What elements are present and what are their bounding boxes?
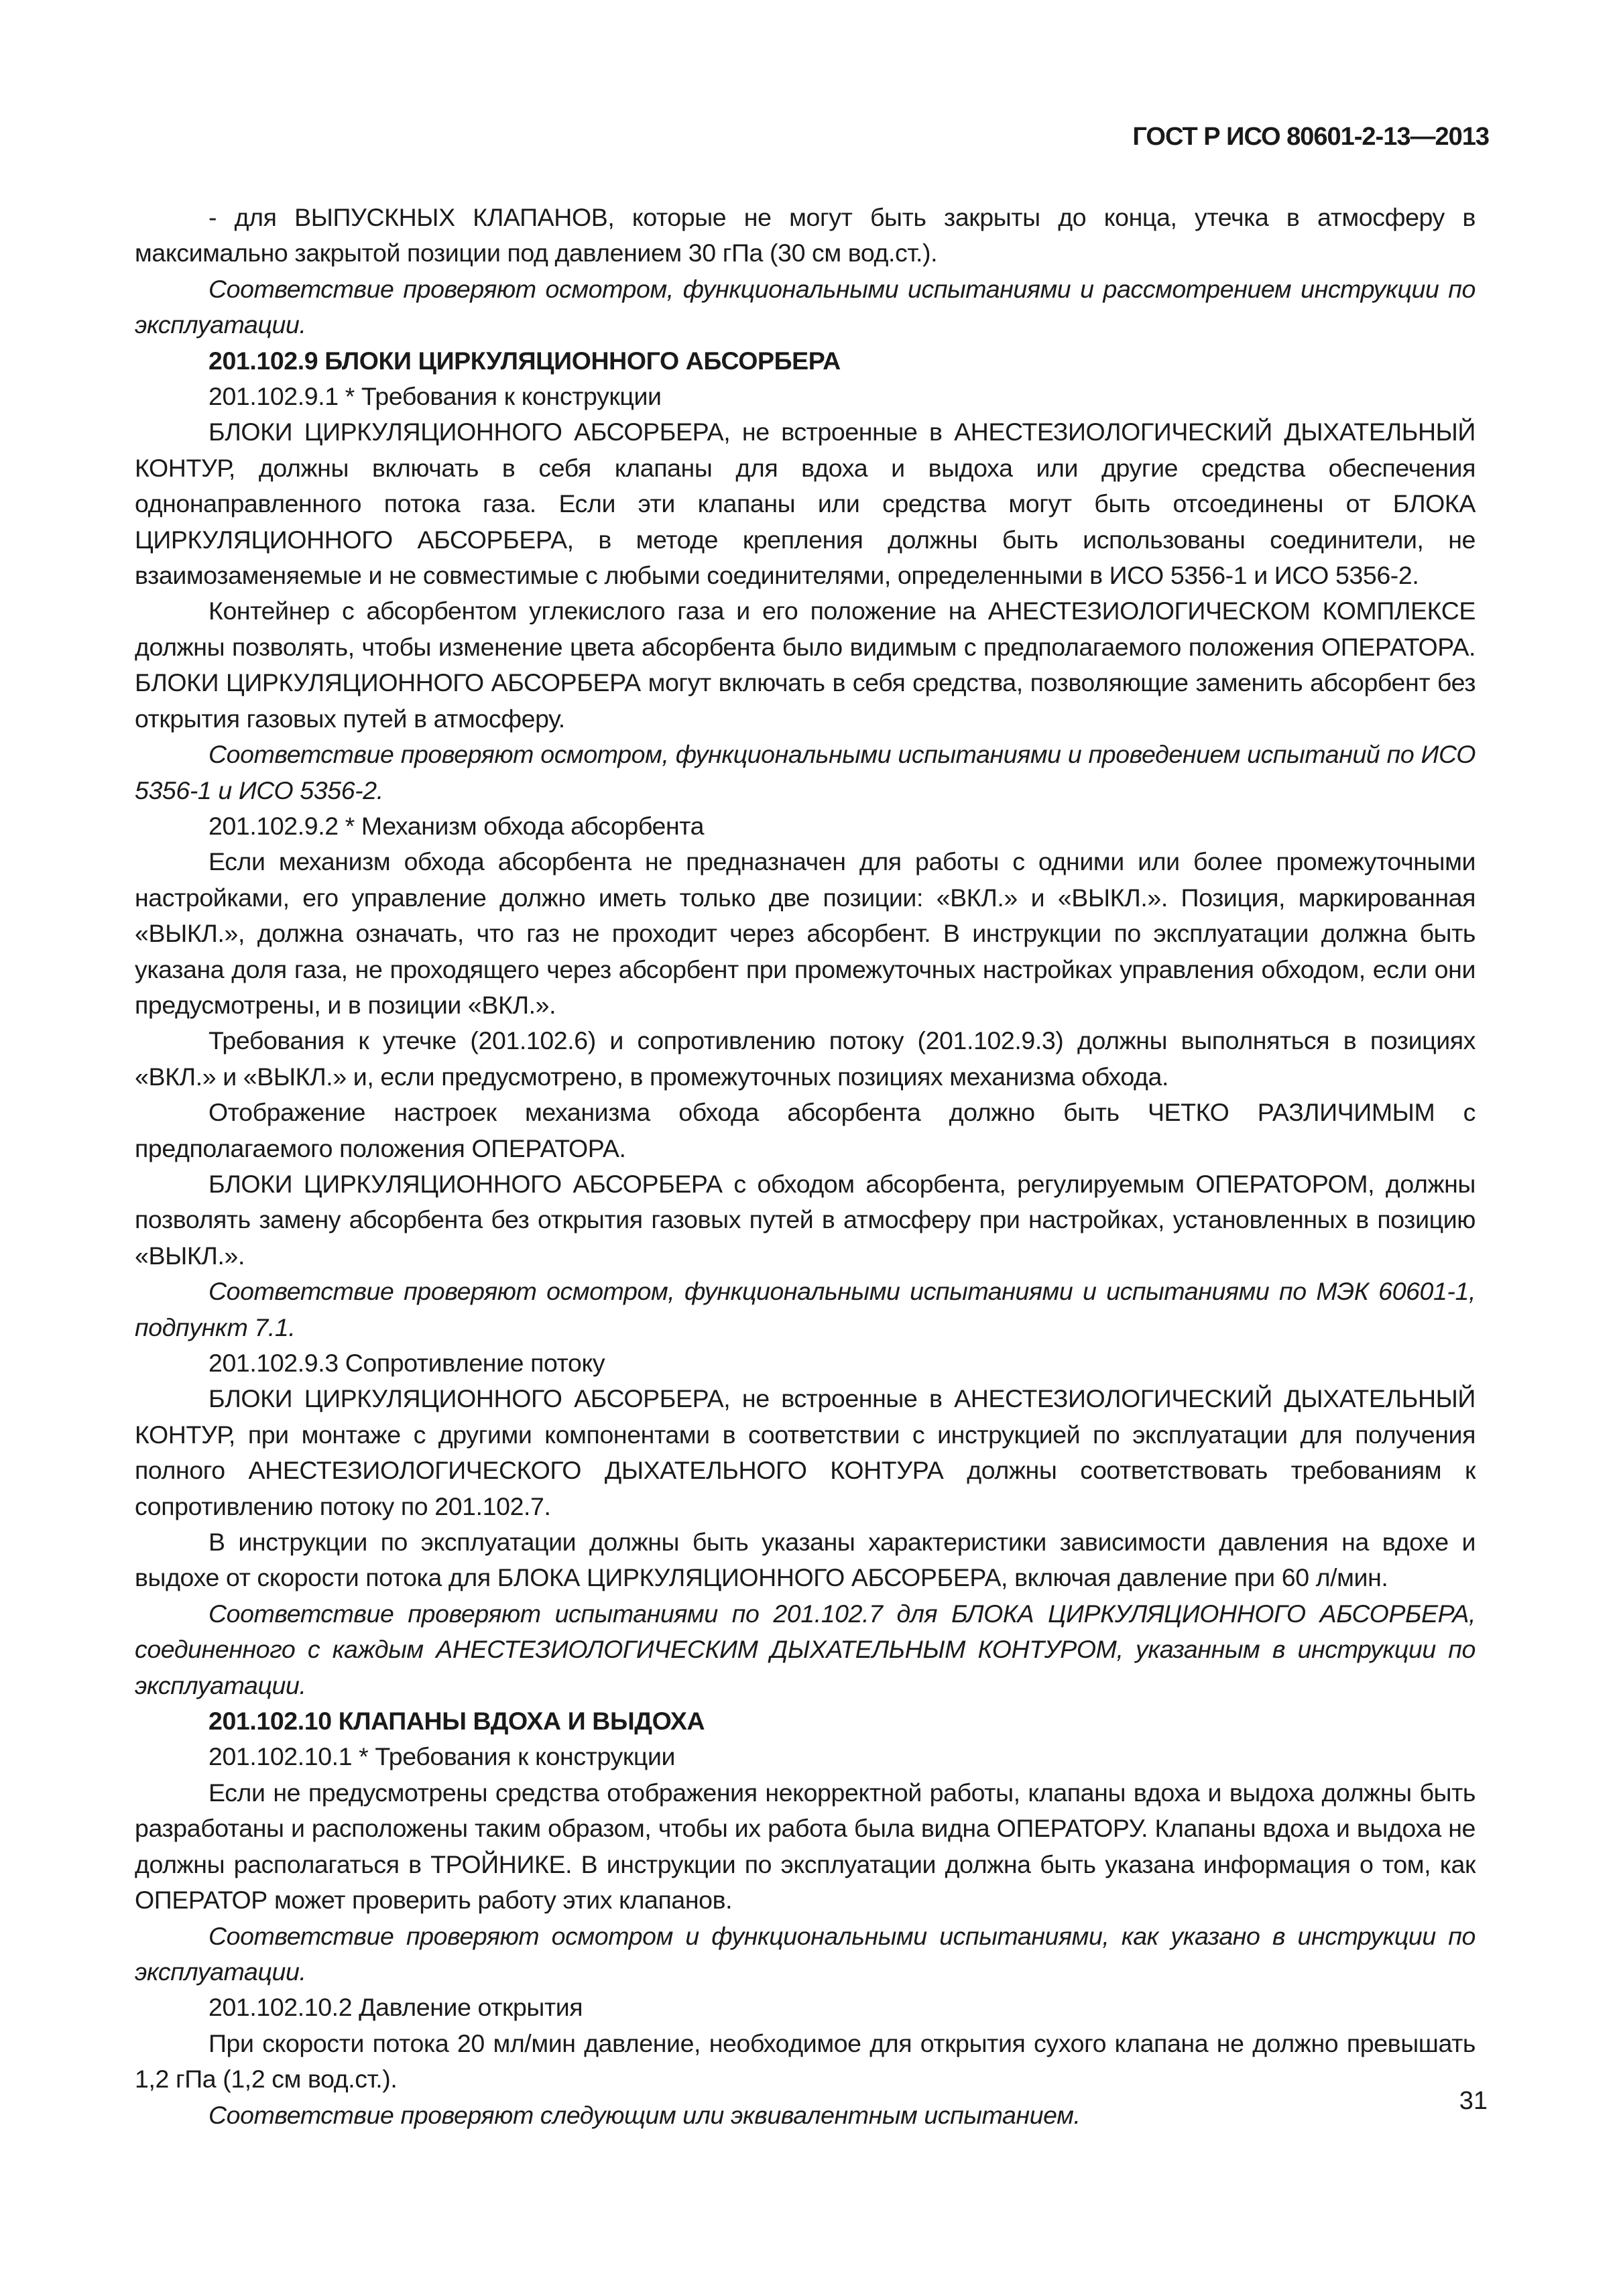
compliance-note: Соответствие проверяют осмотром, функциональными испытаниями и проведением испытаний по ИСО 5356-1 и ИСО 5356-2. [135,740,1476,804]
subsection-title: 201.102.10.1 * Требования к конструкции [208,1742,676,1771]
compliance-note: Соответствие проверяют осмотром, функциональными испытаниями и рассмотрением инструкции по эксплуатации. [135,274,1476,339]
page-number: 31 [1459,2087,1488,2115]
paragraph: Контейнер с абсорбентом углекислого газа и его положение на АНЕСТЕЗИОЛОГИЧЕСКОМ КОМПЛЕКСЕ должны позволять, чтобы изменение цвета абсорбента было видимым с предполагаемого положения ОПЕРАТОРА. БЛОКИ ЦИРКУЛЯЦИОННОГО АБСОРБЕРА могут включать в себя средства, позволяющие заменить абсорбент без открытия газовых путей в атмосферу. [135,597,1476,733]
compliance-note: Соответствие проверяют следующим или эквивалентным испытанием. [208,2100,1081,2129]
paragraph-exhaust-valves-leak: - для ВЫПУСКНЫХ КЛАПАНОВ, которые не могут быть закрыты до конца, утечка в атмосферу в максимально закрытой позиции под давлением 30 гПа (30 см вод.ст.). [135,203,1476,267]
subsection-title: 201.102.10.2 Давление открытия [208,1993,583,2022]
compliance-note: Соответствие проверяют осмотром, функциональными испытаниями и испытаниями по МЭК 60601-1, подпункт 7.1. [135,1277,1476,1341]
paragraph: Если механизм обхода абсорбента не предназначен для работы с одними или более промежуточными настройками, его управление должно иметь только две позиции: «ВКЛ.» и «ВЫКЛ.». Позиция, маркированная «ВЫКЛ.», должна означать, что газ не проходит через абсорбент. В инструкции по эксплуатации должна быть указана доля газа, не проходящего через абсорбент при промежуточных настройках управления обходом, если они предусмотрены, и в позиции «ВКЛ.». [135,847,1476,1019]
document-body [135,200,1476,2133]
subsection-title: 201.102.9.2 * Механизм обхода абсорбента [208,811,705,840]
paragraph: В инструкции по эксплуатации должны быть указаны характеристики зависимости давления на вдохе и выдохе от скорости потока для БЛОКА ЦИРКУЛЯЦИОННОГО АБСОРБЕРА, включая давление при 60 л/мин. [135,1528,1476,1592]
subsection-title: 201.102.9.3 Сопротивление потоку [208,1349,605,1377]
section-heading: 201.102.10 КЛАПАНЫ ВДОХА И ВЫДОХА [208,1707,705,1736]
paragraph: БЛОКИ ЦИРКУЛЯЦИОННОГО АБСОРБЕРА, не встроенные в АНЕСТЕЗИОЛОГИЧЕСКИЙ ДЫХАТЕЛЬНЫЙ КОНТУР, должны включать в себя клапаны для вдоха и выдоха или другие средства обеспечения однонаправленного потока газа. Если эти клапаны или средства могут быть отсоединены от БЛОКА ЦИРКУЛЯЦИОННОГО АБСОРБЕРА, в методе крепления должны быть использованы соединители, не взаимозаменяемые и не совместимые с любыми соединителями, определенными в ИСО 5356-1 и ИСО 5356-2. [135,418,1476,590]
compliance-note: Соответствие проверяют осмотром и функциональными испытаниями, как указано в инструкции по эксплуатации. [135,1921,1476,1986]
compliance-note: Соответствие проверяют испытаниями по 201.102.7 для БЛОКА ЦИРКУЛЯЦИОННОГО АБСОРБЕРА, соединенного с каждым АНЕСТЕЗИОЛОГИЧЕСКИМ ДЫХАТЕЛЬНЫМ КОНТУРОМ, указанным в инструкции по эксплуатации. [135,1599,1476,1699]
paragraph: При скорости потока 20 мл/мин давление, необходимое для открытия сухого клапана не должно превышать 1,2 гПа (1,2 см вод.ст.). [135,2029,1476,2094]
standard-designation: ГОСТ Р ИСО 80601-2-13—2013 [1132,123,1489,151]
subsection-title: 201.102.9.1 * Требования к конструкции [208,382,662,411]
paragraph: БЛОКИ ЦИРКУЛЯЦИОННОГО АБСОРБЕРА, не встроенные в АНЕСТЕЗИОЛОГИЧЕСКИЙ ДЫХАТЕЛЬНЫЙ КОНТУР, при монтаже с другими компонентами в соответствии с инструкцией по эксплуатации для получения полного АНЕСТЕЗИОЛОГИЧЕСКОГО ДЫХАТЕЛЬНОГО КОНТУРА должны соответствовать требованиям к сопротивлению потоку по 201.102.7. [135,1384,1476,1520]
paragraph: БЛОКИ ЦИРКУЛЯЦИОННОГО АБСОРБЕРА с обходом абсорбента, регулируемым ОПЕРАТОРОМ, должны позволять замену абсорбента без открытия газовых путей в атмосферу при настройках, установленных в позицию «ВЫКЛ.». [135,1169,1476,1270]
paragraph: Если не предусмотрены средства отображения некорректной работы, клапаны вдоха и выдоха должны быть разработаны и расположены таким образом, чтобы их работа была видна ОПЕРАТОРУ. Клапаны вдоха и выдоха не должны располагаться в ТРОЙНИКЕ. В инструкции по эксплуатации должна быть указана информация о том, как ОПЕРАТОР может проверить работу этих клапанов. [135,1778,1476,1915]
paragraph: Отображение настроек механизма обхода абсорбента должно быть ЧЕТКО РАЗЛИЧИМЫМ с предполагаемого положения ОПЕРАТОРА. [135,1098,1476,1162]
section-heading: 201.102.9 БЛОКИ ЦИРКУЛЯЦИОННОГО АБСОРБЕРА [208,346,841,375]
paragraph: Требования к утечке (201.102.6) и сопротивлению потоку (201.102.9.3) должны выполняться в позициях «ВКЛ.» и «ВЫКЛ.» и, если предусмотрено, в промежуточных позициях механизма обхода. [135,1026,1476,1091]
